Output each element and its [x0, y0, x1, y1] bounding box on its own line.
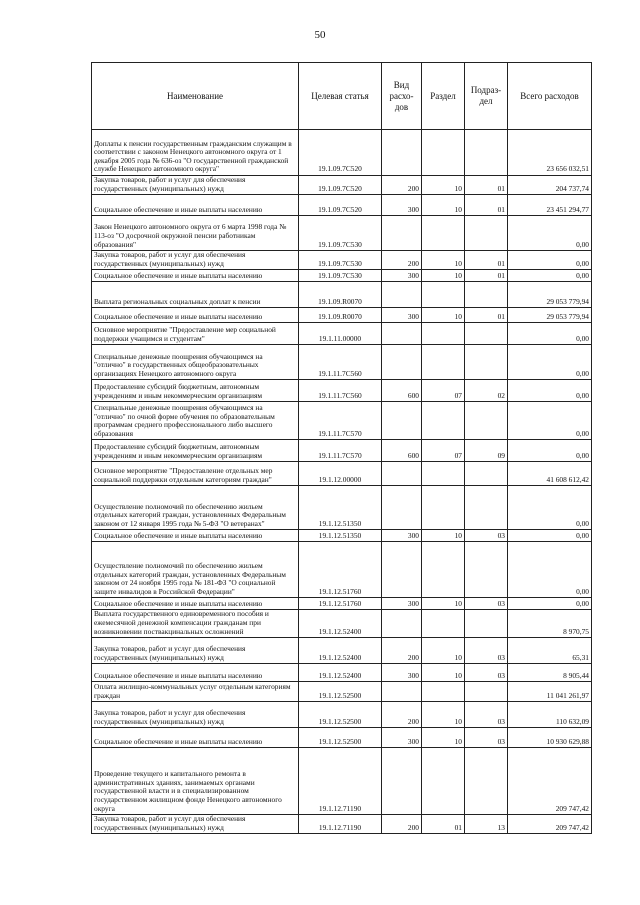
table-row — [92, 638, 592, 664]
row-name: Закон Ненецкого автономного округа от 6 марта 1998 года № 113-оз "О досрочной окружной пенсии работникам образования" — [92, 216, 299, 251]
row-total: 11 041 261,97 — [508, 682, 592, 702]
row-target-article: 19.1.12.71190 — [299, 815, 382, 834]
row-subsection: 01 — [465, 176, 508, 195]
row-target-article: 19.1.11.00000 — [299, 323, 382, 345]
row-expense-kind: 200 — [382, 251, 422, 270]
row-name: Закупка товаров, работ и услуг для обеспечения государственных (муниципальных) нужд — [92, 638, 299, 664]
row-name: Выплата региональных социальных доплат к пенсии — [92, 282, 299, 308]
row-section — [422, 462, 465, 486]
row-section: 10 — [422, 638, 465, 664]
row-subsection — [465, 216, 508, 251]
row-subsection — [465, 748, 508, 815]
row-target-article: 19.1.12.52400 — [299, 638, 382, 664]
row-section — [422, 610, 465, 638]
row-expense-kind: 300 — [382, 728, 422, 748]
row-section: 10 — [422, 176, 465, 195]
row-target-article: 19.1.12.00000 — [299, 462, 382, 486]
row-section — [422, 345, 465, 380]
table-row — [92, 308, 592, 323]
row-expense-kind: 600 — [382, 380, 422, 402]
row-total: 29 053 779,94 — [508, 308, 592, 323]
table-row — [92, 130, 592, 176]
row-name: Закупка товаров, работ и услуг для обеспечения государственных (муниципальных) нужд — [92, 702, 299, 728]
table-row — [92, 486, 592, 530]
row-name: Предоставление субсидий бюджетным, автономным учреждениям и иным некоммерческим организациям — [92, 440, 299, 462]
row-section: 10 — [422, 270, 465, 282]
row-total: 0,00 — [508, 251, 592, 270]
table-row — [92, 323, 592, 345]
table-row — [92, 815, 592, 834]
row-subsection — [465, 402, 508, 440]
row-subsection: 03 — [465, 664, 508, 682]
row-target-article: 19.1.09.R0070 — [299, 308, 382, 323]
row-section: 07 — [422, 440, 465, 462]
row-expense-kind: 200 — [382, 702, 422, 728]
row-expense-kind: 300 — [382, 270, 422, 282]
row-subsection: 03 — [465, 702, 508, 728]
row-subsection — [465, 486, 508, 530]
row-expense-kind: 300 — [382, 664, 422, 682]
row-subsection — [465, 542, 508, 598]
row-subsection: 09 — [465, 440, 508, 462]
row-target-article: 19.1.12.52400 — [299, 664, 382, 682]
row-name: Осуществление полномочий по обеспечению жильем отдельных категорий граждан, установленных Федеральным законом от 12 января 1995 года № 5-ФЗ "О ветеранах" — [92, 486, 299, 530]
table-row — [92, 748, 592, 815]
row-name: Закупка товаров, работ и услуг для обеспечения государственных (муниципальных) нужд — [92, 176, 299, 195]
table-row — [92, 345, 592, 380]
row-target-article: 19.1.09.7С520 — [299, 176, 382, 195]
table-row — [92, 682, 592, 702]
row-expense-kind: 300 — [382, 195, 422, 216]
table-row — [92, 702, 592, 728]
table-row — [92, 440, 592, 462]
row-name: Проведение текущего и капитального ремонта в административных зданиях, занимаемых органами государственной власти и в специализированном государственном жилищном фонде Ненецкого автономного округа — [92, 748, 299, 815]
row-target-article: 19.1.12.51350 — [299, 530, 382, 542]
table-row — [92, 251, 592, 270]
row-expense-kind — [382, 216, 422, 251]
row-total: 10 930 629,88 — [508, 728, 592, 748]
row-total: 8 970,75 — [508, 610, 592, 638]
row-expense-kind — [382, 542, 422, 598]
row-target-article: 19.1.09.R0070 — [299, 282, 382, 308]
table-header-row — [92, 63, 592, 130]
row-target-article: 19.1.11.7С570 — [299, 440, 382, 462]
row-total: 65,31 — [508, 638, 592, 664]
row-expense-kind — [382, 486, 422, 530]
row-expense-kind — [382, 682, 422, 702]
row-total: 0,00 — [508, 323, 592, 345]
row-subsection — [465, 323, 508, 345]
row-section: 10 — [422, 308, 465, 323]
row-section — [422, 323, 465, 345]
row-name: Закупка товаров, работ и услуг для обеспечения государственных (муниципальных) нужд — [92, 251, 299, 270]
row-name: Доплаты к пенсии государственным гражданским служащим в соответствии с законом Ненецкого автономного округа от 1 декабря 2005 года № 636-оз "О государственной гражданской службе Ненецкого автономного округа" — [92, 130, 299, 176]
row-expense-kind — [382, 282, 422, 308]
row-section: 10 — [422, 598, 465, 610]
row-name: Выплата государственного единовременного пособия и ежемесячной денежной компенсации гражданам при возникновении поствакцинальных осложнений — [92, 610, 299, 638]
row-section — [422, 402, 465, 440]
row-section — [422, 542, 465, 598]
row-subsection: 01 — [465, 195, 508, 216]
budget-table — [91, 62, 592, 834]
row-subsection: 03 — [465, 638, 508, 664]
row-expense-kind — [382, 748, 422, 815]
table-row — [92, 402, 592, 440]
row-section — [422, 682, 465, 702]
row-name: Оплата жилищно-коммунальных услуг отдельным категориям граждан — [92, 682, 299, 702]
row-name: Социальное обеспечение и иные выплаты населению — [92, 728, 299, 748]
row-section: 10 — [422, 530, 465, 542]
row-name: Основное мероприятие "Предоставление мер социальной поддержки учащимся и студентам" — [92, 323, 299, 345]
row-expense-kind: 600 — [382, 440, 422, 462]
row-total: 0,00 — [508, 402, 592, 440]
row-total: 209 747,42 — [508, 815, 592, 834]
row-target-article: 19.1.09.7С530 — [299, 270, 382, 282]
row-name: Социальное обеспечение и иные выплаты населению — [92, 664, 299, 682]
table-row — [92, 195, 592, 216]
table-row — [92, 176, 592, 195]
row-target-article: 19.1.11.7С560 — [299, 345, 382, 380]
table-row — [92, 216, 592, 251]
row-section: 10 — [422, 702, 465, 728]
row-total: 0,00 — [508, 530, 592, 542]
row-name: Осуществление полномочий по обеспечению жильем отдельных категорий граждан, установленных Федеральным законом от 24 ноября 1995 года № 181-ФЗ "О социальной защите инвалидов в Российской Федерации" — [92, 542, 299, 598]
row-subsection — [465, 345, 508, 380]
row-expense-kind: 300 — [382, 530, 422, 542]
row-target-article: 19.1.09.7С520 — [299, 195, 382, 216]
row-target-article: 19.1.09.7С530 — [299, 251, 382, 270]
row-target-article: 19.1.12.52400 — [299, 610, 382, 638]
row-target-article: 19.1.12.51350 — [299, 486, 382, 530]
row-subsection: 02 — [465, 380, 508, 402]
row-total: 41 608 612,42 — [508, 462, 592, 486]
row-total: 8 905,44 — [508, 664, 592, 682]
row-total: 0,00 — [508, 486, 592, 530]
row-expense-kind — [382, 402, 422, 440]
table-row — [92, 728, 592, 748]
row-name: Предоставление субсидий бюджетным, автономным учреждениям и иным некоммерческим организациям — [92, 380, 299, 402]
row-expense-kind — [382, 345, 422, 380]
row-name: Социальное обеспечение и иные выплаты населению — [92, 195, 299, 216]
header-total-expenses: Всего расходов — [508, 63, 592, 130]
row-total: 0,00 — [508, 380, 592, 402]
row-name: Социальное обеспечение и иные выплаты населению — [92, 598, 299, 610]
row-section: 10 — [422, 251, 465, 270]
row-expense-kind — [382, 130, 422, 176]
row-total: 0,00 — [508, 270, 592, 282]
row-name: Специальные денежные поощрения обучающимся на "отлично" в государственных общеобразовательных организациях Ненецкого автономного округа — [92, 345, 299, 380]
row-total: 209 747,42 — [508, 748, 592, 815]
row-section — [422, 282, 465, 308]
row-total: 23 451 294,77 — [508, 195, 592, 216]
row-subsection: 01 — [465, 308, 508, 323]
row-total: 0,00 — [508, 440, 592, 462]
row-total: 0,00 — [508, 216, 592, 251]
table-row — [92, 610, 592, 638]
row-expense-kind: 200 — [382, 815, 422, 834]
row-total: 110 632,09 — [508, 702, 592, 728]
table-row — [92, 664, 592, 682]
row-name: Социальное обеспечение и иные выплаты населению — [92, 270, 299, 282]
row-subsection: 03 — [465, 598, 508, 610]
row-name: Специальные денежные поощрения обучающимся на "отлично" по очной форме обучения по образовательным программам среднего профессионального либо высшего образования — [92, 402, 299, 440]
row-target-article: 19.1.09.7С520 — [299, 130, 382, 176]
row-target-article: 19.1.12.51760 — [299, 598, 382, 610]
row-section — [422, 130, 465, 176]
row-subsection: 03 — [465, 530, 508, 542]
row-expense-kind: 200 — [382, 638, 422, 664]
row-target-article: 19.1.11.7С560 — [299, 380, 382, 402]
row-section — [422, 486, 465, 530]
table-row — [92, 380, 592, 402]
table-row — [92, 462, 592, 486]
row-subsection — [465, 130, 508, 176]
row-target-article: 19.1.12.52500 — [299, 682, 382, 702]
row-target-article: 19.1.12.51760 — [299, 542, 382, 598]
page-number: 50 — [314, 29, 326, 41]
row-section: 10 — [422, 664, 465, 682]
row-expense-kind: 300 — [382, 598, 422, 610]
row-expense-kind — [382, 462, 422, 486]
row-name: Социальное обеспечение и иные выплаты населению — [92, 530, 299, 542]
row-total: 204 737,74 — [508, 176, 592, 195]
row-subsection — [465, 282, 508, 308]
row-target-article: 19.1.12.71190 — [299, 748, 382, 815]
header-subsection: Подраз-дел — [465, 63, 508, 130]
row-subsection: 03 — [465, 728, 508, 748]
table-row — [92, 530, 592, 542]
row-target-article: 19.1.09.7С530 — [299, 216, 382, 251]
header-name: Наименование — [92, 63, 299, 130]
row-name: Закупка товаров, работ и услуг для обеспечения государственных (муниципальных) нужд — [92, 815, 299, 834]
table-row — [92, 542, 592, 598]
row-name: Социальное обеспечение и иные выплаты населению — [92, 308, 299, 323]
row-total: 0,00 — [508, 345, 592, 380]
table-row — [92, 270, 592, 282]
row-total: 29 053 779,94 — [508, 282, 592, 308]
row-section — [422, 748, 465, 815]
row-subsection — [465, 682, 508, 702]
header-section: Раздел — [422, 63, 465, 130]
row-section: 10 — [422, 728, 465, 748]
row-total: 0,00 — [508, 598, 592, 610]
row-subsection — [465, 610, 508, 638]
row-total: 0,00 — [508, 542, 592, 598]
row-subsection: 01 — [465, 270, 508, 282]
table-row — [92, 282, 592, 308]
row-total: 23 656 032,51 — [508, 130, 592, 176]
row-section: 07 — [422, 380, 465, 402]
row-section — [422, 216, 465, 251]
row-target-article: 19.1.11.7С570 — [299, 402, 382, 440]
table-row — [92, 598, 592, 610]
row-target-article: 19.1.12.52500 — [299, 702, 382, 728]
row-section: 01 — [422, 815, 465, 834]
row-subsection: 13 — [465, 815, 508, 834]
row-expense-kind — [382, 610, 422, 638]
row-target-article: 19.1.12.52500 — [299, 728, 382, 748]
header-expense-kind: Вид расхо-дов — [382, 63, 422, 130]
row-subsection: 01 — [465, 251, 508, 270]
row-subsection — [465, 462, 508, 486]
row-expense-kind: 300 — [382, 308, 422, 323]
row-expense-kind: 200 — [382, 176, 422, 195]
row-section: 10 — [422, 195, 465, 216]
header-target-article: Целевая статья — [299, 63, 382, 130]
row-name: Основное мероприятие "Предоставление отдельных мер социальной поддержки отдельным категориям граждан" — [92, 462, 299, 486]
row-expense-kind — [382, 323, 422, 345]
